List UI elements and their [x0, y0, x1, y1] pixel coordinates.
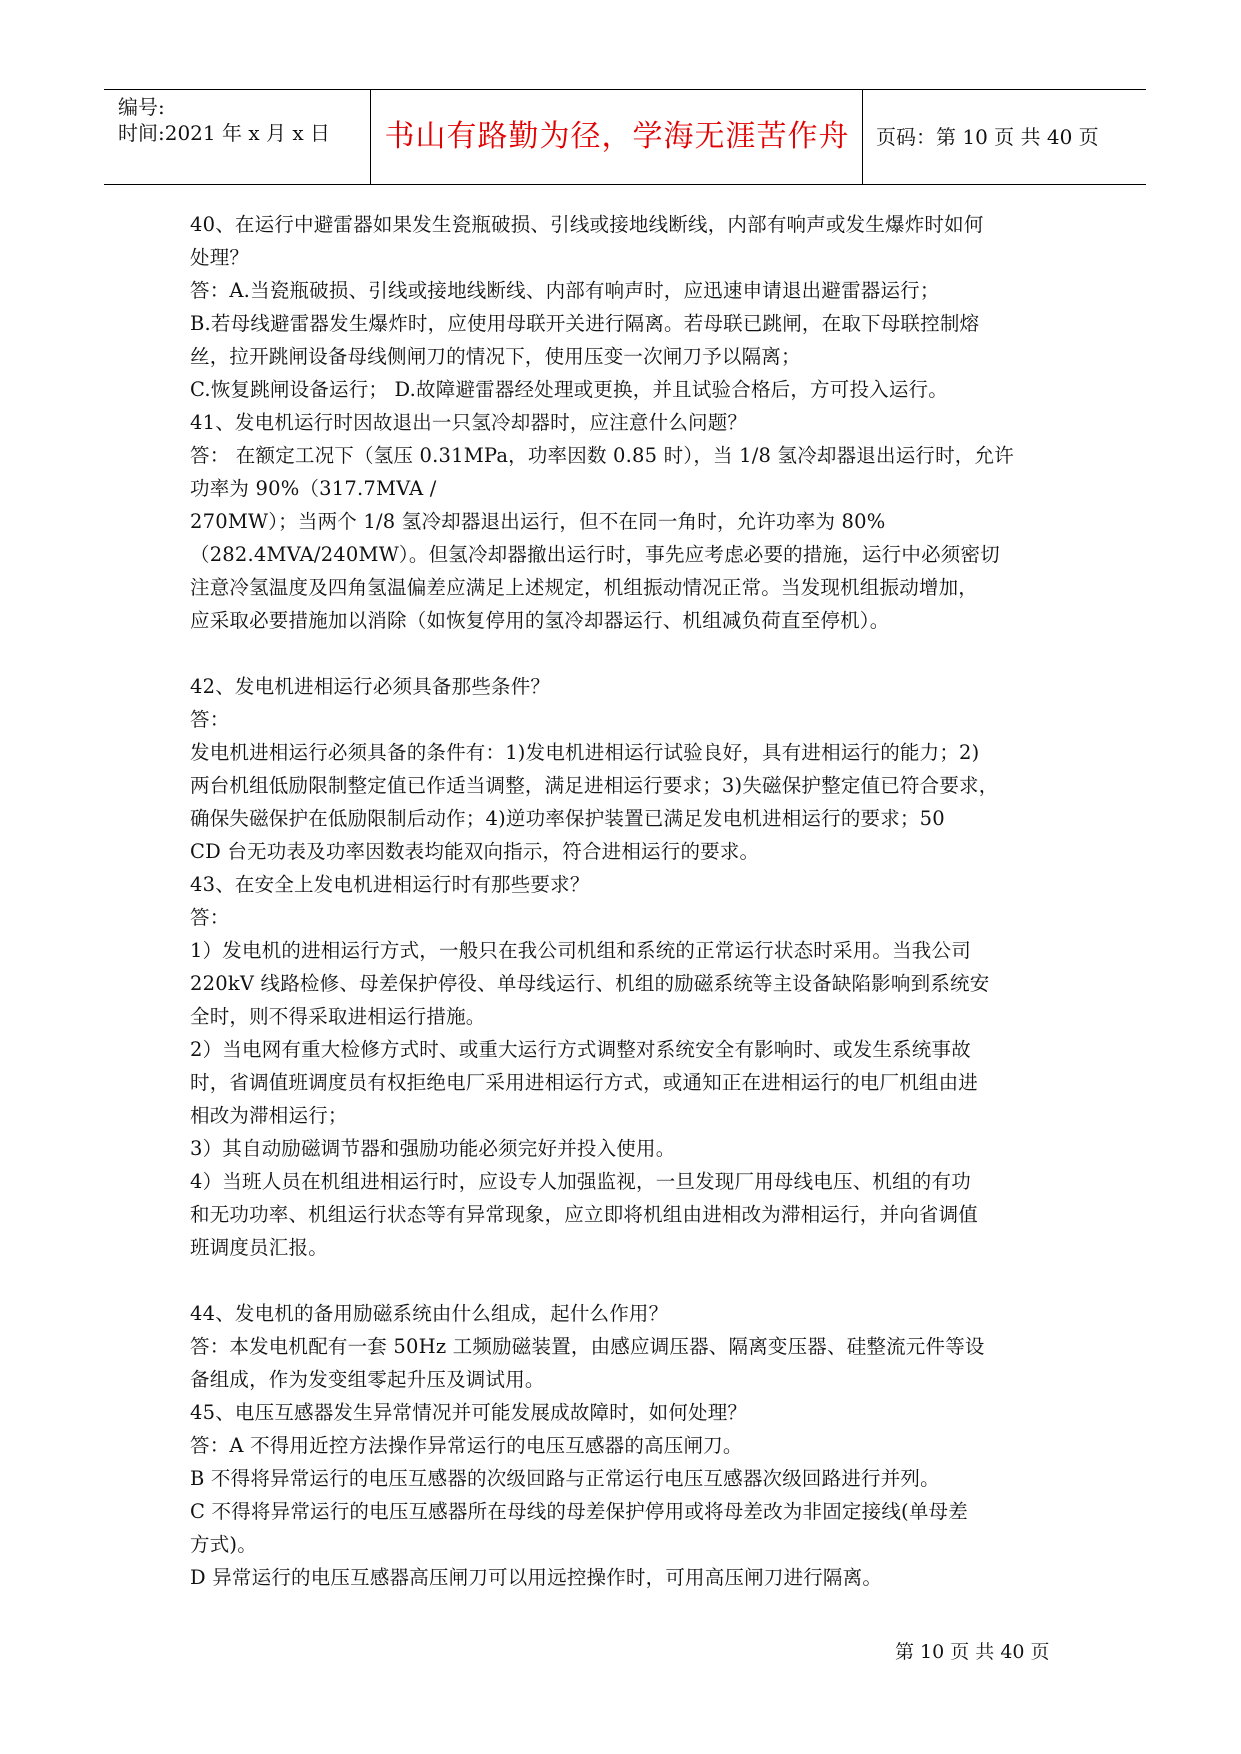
- text-line: 270MW）；当两个 1/8 氢冷却器退出运行，但不在同一角时，允许功率为 80%: [190, 510, 886, 533]
- header-page-info: 页码：第 10 页 共 40 页: [876, 125, 1099, 149]
- text-line: 3）其自动励磁调节器和强励功能必须完好并投入使用。: [190, 1137, 676, 1160]
- text-line: 相改为滞相运行；: [190, 1104, 348, 1127]
- text-line: 方式)。: [190, 1533, 257, 1556]
- text-line: 丝，拉开跳闸设备母线侧闸刀的情况下，使用压变一次闸刀予以隔离；: [190, 345, 801, 368]
- text-line: 答：本发电机配有一套 50Hz 工频励磁装置，由感应调压器、隔离变压器、硅整流元件等设: [190, 1335, 985, 1358]
- header-meta: [118, 90, 358, 184]
- text-line: 答： 在额定工况下（氢压 0.31MPa，功率因数 0.85 时），当 1/8 氢冷却器退出运行时，允许: [190, 444, 1014, 467]
- doc-time-label: 时间:2021 年 x 月 x 日: [118, 121, 330, 145]
- blank-line: [190, 637, 1062, 670]
- text-line: 220kV 线路检修、母差保护停役、单母线运行、机组的励磁系统等主设备缺陷影响到系统安: [190, 972, 990, 995]
- text-line: 42、发电机进相运行必须具备那些条件？: [190, 675, 551, 698]
- text-line: 1）发电机的进相运行方式，一般只在我公司机组和系统的正常运行状态时采用。当我公司: [190, 939, 971, 962]
- text-line: C.恢复跳闸设备运行； D.故障避雷器经处理或更换，并且试验合格后，方可投入运行。: [190, 378, 948, 401]
- text-line: 和无功功率、机组运行状态等有异常现象，应立即将机组由进相改为滞相运行，并向省调值: [190, 1203, 979, 1226]
- text-line: 班调度员汇报。: [190, 1236, 328, 1259]
- text-line: 答：: [190, 906, 230, 929]
- text-line: 41、发电机运行时因故退出一只氢冷却器时，应注意什么问题？: [190, 411, 748, 434]
- header-motto-cell: [372, 90, 862, 184]
- text-line: CD 台无功表及功率因数表均能双向指示，符合进相运行的要求。: [190, 840, 760, 863]
- text-line: 备组成，作为发变组零起升压及调试用。: [190, 1368, 545, 1391]
- text-line: 功率为 90%（317.7MVA /: [190, 477, 437, 500]
- text-line: （282.4MVA/240MW）。但氢冷却器撤出运行时，事先应考虑必要的措施，运行中必须密切: [190, 543, 1000, 566]
- text-line: 答：: [190, 708, 230, 731]
- header-motto: 书山有路勤为径，学海无涯苦作舟: [384, 119, 850, 154]
- text-line: 处理？: [190, 246, 250, 269]
- text-line: 2）当电网有重大检修方式时、或重大运行方式调整对系统安全有影响时、或发生系统事故: [190, 1038, 971, 1061]
- text-line: B.若母线避雷器发生爆炸时，应使用母联开关进行隔离。若母联已跳闸，在取下母联控制熔: [190, 312, 980, 335]
- blank-line: [190, 1264, 1062, 1297]
- text-line: 40、在运行中避雷器如果发生瓷瓶破损、引线或接地线断线，内部有响声或发生爆炸时如何: [190, 213, 984, 236]
- page-footer: 第 10 页 共 40 页: [895, 1641, 1050, 1663]
- text-line: 发电机进相运行必须具备的条件有：1)发电机进相运行试验良好，具有进相运行的能力；2): [190, 741, 980, 764]
- text-line: 两台机组低励限制整定值已作适当调整，满足进相运行要求；3)失磁保护整定值已符合要求，: [190, 774, 999, 797]
- text-line: C 不得将异常运行的电压互感器所在母线的母差保护停用或将母差改为非固定接线(单母差: [190, 1500, 968, 1523]
- text-line: 全时，则不得采取进相运行措施。: [190, 1005, 486, 1028]
- text-line: D 异常运行的电压互感器高压闸刀可以用远控操作时，可用高压闸刀进行隔离。: [190, 1566, 883, 1589]
- text-line: 43、在安全上发电机进相运行时有那些要求？: [190, 873, 590, 896]
- text-line: 确保失磁保护在低励限制后动作；4)逆功率保护装置已满足发电机进相运行的要求；50: [190, 807, 945, 830]
- text-line: 答：A.当瓷瓶破损、引线或接地线断线、内部有响声时，应迅速申请退出避雷器运行；: [190, 279, 940, 302]
- text-line: 时，省调值班调度员有权拒绝电厂采用进相运行方式，或通知正在进相运行的电厂机组由进: [190, 1071, 979, 1094]
- header-divider-left: [370, 90, 371, 184]
- document-body: [190, 208, 1062, 1594]
- text-line: 45、电压互感器发生异常情况并可能发展成故障时，如何处理？: [190, 1401, 748, 1424]
- header-page-cell: [876, 90, 1136, 184]
- text-line: 4）当班人员在机组进相运行时，应设专人加强监视，一旦发现厂用母线电压、机组的有功: [190, 1170, 971, 1193]
- text-line: 注意冷氢温度及四角氢温偏差应满足上述规定，机组振动情况正常。当发现机组振动增加，: [190, 576, 979, 599]
- text-line: 44、发电机的备用励磁系统由什么组成，起什么作用？: [190, 1302, 669, 1325]
- header-divider-right: [862, 90, 863, 184]
- page-header: [104, 89, 1146, 185]
- text-line: B 不得将异常运行的电压互感器的次级回路与正常运行电压互感器次级回路进行并列。: [190, 1467, 940, 1490]
- text-line: 应采取必要措施加以消除（如恢复停用的氢冷却器运行、机组减负荷直至停机）。: [190, 609, 890, 632]
- text-line: 答：A 不得用近控方法操作异常运行的电压互感器的高压闸刀。: [190, 1434, 743, 1457]
- doc-number-label: 编号:: [118, 95, 165, 119]
